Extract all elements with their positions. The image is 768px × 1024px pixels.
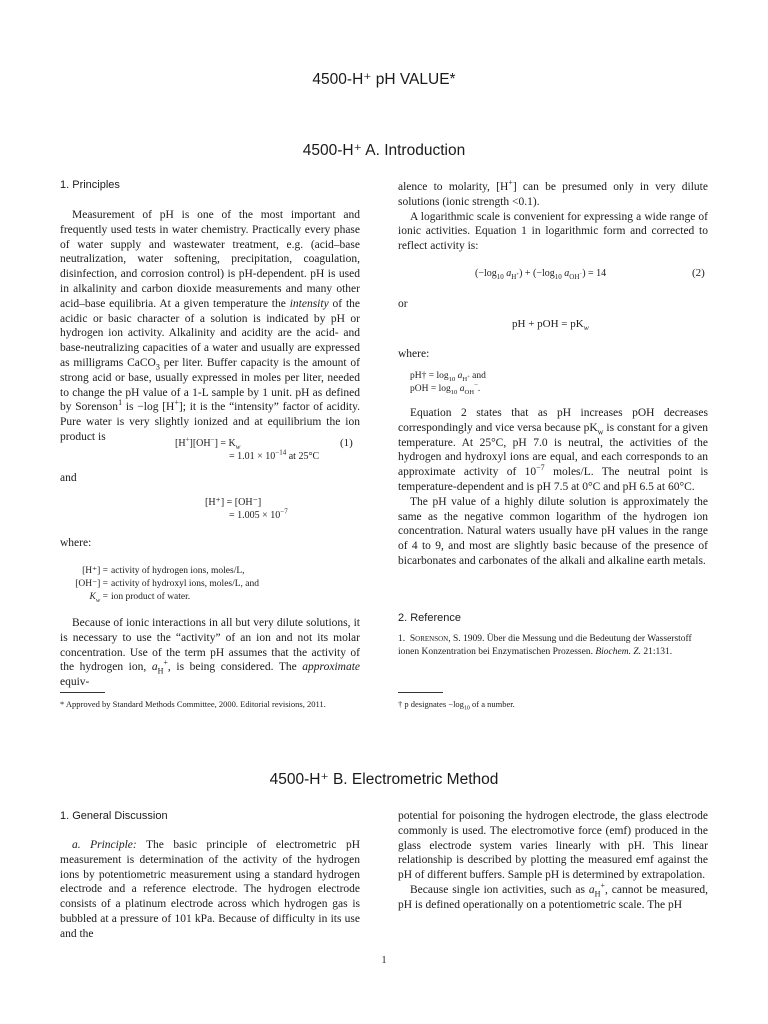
principles-paragraph: Measurement of pH is one of the most important and frequently used tests in water chemistry. Practically every phase of water supply and wastewater treatment, e.g. (acid–base neutralization, water softening, precipitation, coagulation, disinfection, and corrosion control) is pH-dependent. pH is used in alkalinity and carbon dioxide measurements and many other acid–base equilibria. At a given temperature the intensity of the acidic or basic character of a solution is indicated by pH or hydrogen ion activity. Alkalinity and acidity are the acid- and base-neutralizing capacities of a water and usually are expressed as milligrams CaCO$_3$ per liter. Buffer capacity is the amount of strong acid or base, usually expressed in moles per liter, needed to change the pH value of a 1-L sample by 1 unit. pH as defined by Sorenson$^1$ is −log [H+]; it is the “intensity” factor of acidity. Pure water is very slightly ionized and at equilibrium the ion product is xyxy=(60,209,360,443)
eq-neutral-value: = 1.005 × 10 xyxy=(229,510,281,521)
def-oh-label: [OH⁻] = xyxy=(75,579,108,589)
definitions-list: [H⁺] = activity of hydrogen ions, moles/L, [OH⁻] = activity of hydroxyl ions, moles/L, and $K_w$ = ion product of water. xyxy=(60,565,360,604)
footnote-right-text: † p designates −log xyxy=(398,699,464,709)
ph-definitions: pH† = $\log_{10} a_{H^+}$ and pOH = $\log_{10} a_{OH}^-$. xyxy=(410,371,486,396)
reference-item: 1. Sorenson, S. 1909. Über die Messung und die Bedeutung der Wasserstoff ionen Konzentration bei Enzymatischen Prozessen. Biochem. Z. 21:131. xyxy=(398,634,692,657)
page-number: 1 xyxy=(381,955,387,966)
where-text-1: where: xyxy=(60,537,92,549)
equation-1-number: (1) xyxy=(340,437,353,449)
principles-heading: 1. Principles xyxy=(60,179,120,191)
equation-2-explanation: Equation 2 states that as pH increases pOH decreases correspondingly and vice versa because $pK_w$ is constant for a given temperature. At 25°C, pH 7.0 is neutral, the activities of the hydrogen and hydroxyl ions are equal, and each corresponds to an approximate activity of $10^{-7}$ moles/L. The neutral point is temperature-dependent and is pH 7.5 at 0°C and pH 6.5 at 60°C. The pH value of a highly dilute solution is approximately the same as the negative common logarithm of the hydrogen ion concentration. Natural waters usually have pH values in the range of 4 to 9, and most are slightly basic because of the presence of bicarbonates and carbonates of the alkali and alkaline earth metals. xyxy=(398,407,709,567)
eq1-temperature: at 25°C xyxy=(286,451,320,462)
eq-neutral-lhs: [H⁺] = [OH⁻] xyxy=(205,497,262,508)
principle-paragraph: a. Principle: The basic principle of electrometric pH measurement is determination of the activity of the hydrogen ions by potentiometric measurement using a standard hydrogen electrode and a reference electrode. The hydrogen electrode consists of a platinum electrode across which hydrogen gas is bubbled at a pressure of 101 kPa. Because of difficulty in its use and the xyxy=(60,839,360,940)
def-h-text: activity of hydrogen ions, moles/L, xyxy=(111,566,245,576)
activity-paragraph: alence to molarity, [H+] can be presumed only in very dilute solutions (ionic strength <0.1). A logarithmic scale is convenient for expressing a wide range of ionic activities. Equation 1 in logarithmic form and corrected to reflect activity is: xyxy=(398,178,708,253)
ph-poh-subscript: w xyxy=(583,323,589,333)
footnote-right-tail: of a number. xyxy=(469,699,515,709)
ph-poh-text: pH + pOH = pK xyxy=(512,318,584,330)
document-title: 4500-H⁺ pH VALUE* xyxy=(312,71,456,88)
reference-heading: 2. Reference xyxy=(398,612,461,624)
equation-2: ($-\log_{10}$ $a_{H^+}) + (-\log_{10}$ $a_{OH^-}) = 14$ xyxy=(475,268,607,281)
and-text: and xyxy=(60,472,77,484)
general-discussion-heading: 1. General Discussion xyxy=(60,810,168,822)
def-kw-text: ion product of water. xyxy=(111,592,191,602)
equation-2-number: (2) xyxy=(692,267,705,279)
ph-poh-equation xyxy=(512,318,589,331)
equation-neutral xyxy=(205,496,288,522)
footnote-left: * Approved by Standard Methods Committee, 2000. Editorial revisions, 2011. xyxy=(60,699,326,709)
section-b-title: 4500-H⁺ B. Electrometric Method xyxy=(269,771,499,788)
eq-neutral-exponent: −7 xyxy=(280,507,288,516)
or-text: or xyxy=(398,298,408,310)
section-a-title: 4500-H⁺ A. Introduction xyxy=(302,142,466,159)
def-oh-text: activity of hydroxyl ions, moles/L, and xyxy=(111,579,260,589)
eq1-rhs-kw: = K xyxy=(220,438,236,449)
glass-electrode-paragraph: potential for poisoning the hydrogen electrode, the glass electrode commonly is used. The electromotive force (emf) produced in the glass electrode system varies linearly with pH. This linear relationship is described by plotting the measured emf against the pH of different buffers. Sample pH is determined by extrapolation. Because single ion activities, such as $a_H^+$, cannot be measured, pH is defined operationally on a potentiometric scale. The pH xyxy=(398,810,708,911)
footnote-rule-right xyxy=(398,692,443,693)
equation-1: $[H^+][OH^-] = K_w$ = $1.01 \times 10^{-14}$ at 25°C xyxy=(175,435,320,462)
eq1-value: = 1.01 × 10 xyxy=(229,451,276,462)
where-text-2: where: xyxy=(398,348,430,360)
eq1-exponent: −14 xyxy=(275,448,287,457)
footnote-right: † p designates $-\log_{10}$ of a number. xyxy=(398,699,515,712)
footnote-rule-left xyxy=(60,692,105,693)
def-h-label: [H⁺] = xyxy=(82,566,108,576)
ionic-interactions-paragraph: Because of ionic interactions in all but very dilute solutions, it is necessary to use the “activity” of an ion and not its molar concentration. Use of the term pH assumes that the activity of the hydrogen ion, $a_H^+$, is being considered. The approximate equiv- xyxy=(60,617,360,689)
